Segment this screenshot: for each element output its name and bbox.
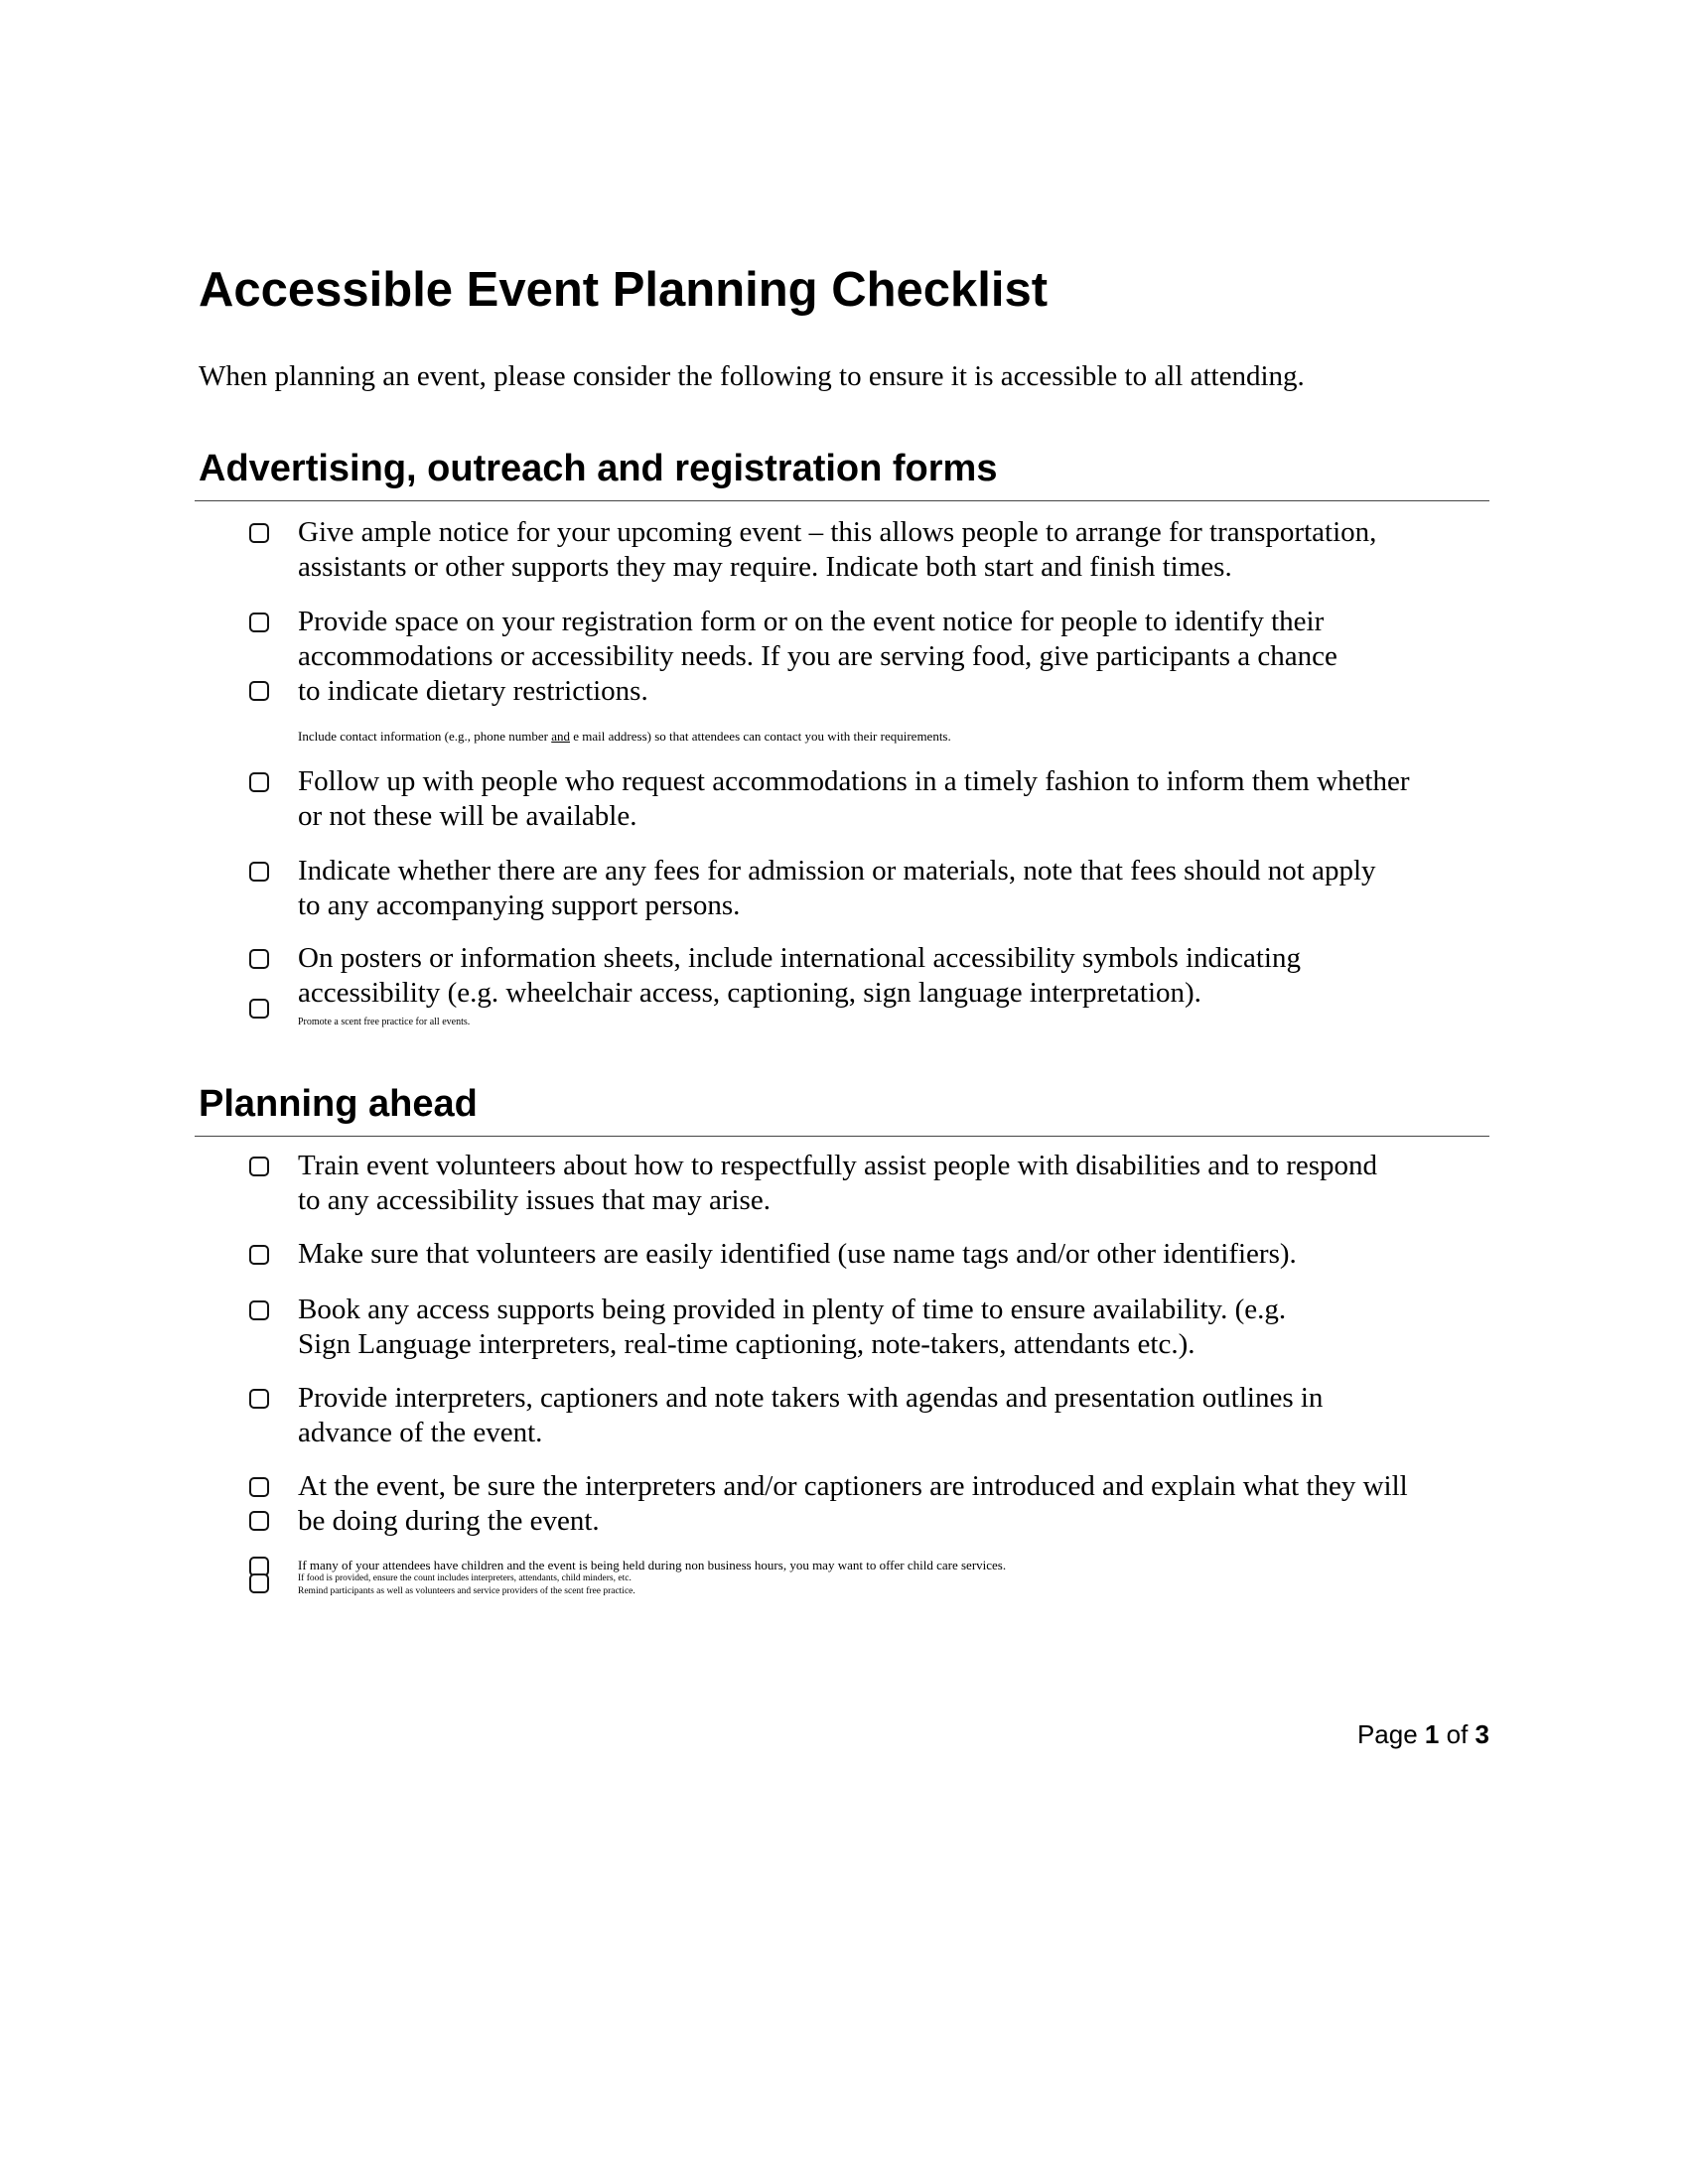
section-divider bbox=[195, 500, 1489, 501]
checkbox-food-count[interactable] bbox=[249, 1573, 269, 1593]
intro-text: When planning an event, please consider the following to ensure it is accessible to all attending. bbox=[199, 360, 1305, 392]
section-divider bbox=[195, 1136, 1489, 1137]
checkbox-train-volunteers[interactable] bbox=[249, 1157, 269, 1176]
checklist-item-accessibility-symbols: On posters or information sheets, include international accessibility symbols indicating accessibility (e.g. wheelchair access, captioning, sign language interpretation). bbox=[298, 942, 1301, 1009]
checklist-item-introduce-interpreters: At the event, be sure the interpreters and/or captioners are introduced and explain what they will be doing during the event. bbox=[298, 1470, 1408, 1537]
checklist-item-contact-info: Include contact information (e.g., phone number and e mail address) so that attendees can contact you with their requirements. bbox=[298, 729, 951, 744]
checklist-item-fees: Indicate whether there are any fees for admission or materials, note that fees should not apply to any accompanying support persons. bbox=[298, 855, 1376, 921]
checklist-item-notice: Give ample notice for your upcoming event – this allows people to arrange for transportation, assistants or other supports they may require. Indicate both start and finish times. bbox=[298, 516, 1377, 583]
checklist-item-food-count: If food is provided, ensure the count includes interpreters, attendants, child minders, etc. bbox=[298, 1573, 632, 1583]
checklist-item-registration-space: Provide space on your registration form or on the event notice for people to identify their accommodations or accessibility needs. If you are serving food, give participants a chance to indicate dietary restrictions. bbox=[298, 606, 1337, 707]
checkbox-notice[interactable] bbox=[249, 523, 269, 543]
checklist-item-follow-up: Follow up with people who request accommodations in a timely fashion to inform them whether or not these will be available. bbox=[298, 765, 1410, 832]
checklist-item-child-care: If many of your attendees have children and the event is being held during non business hours, you may want to offer child care services. bbox=[298, 1558, 1007, 1572]
checklist-item-book-supports: Book any access supports being provided in plenty of time to ensure availability. (e.g. Sign Language interpreters, real-time captioning, note-takers, attendants etc.). bbox=[298, 1294, 1287, 1360]
page-title: Accessible Event Planning Checklist bbox=[199, 263, 1049, 317]
checklist-item-scent-reminder: Remind participants as well as volunteers and service providers of the scent free practice. bbox=[298, 1586, 635, 1596]
checklist-item-provide-agendas: Provide interpreters, captioners and note takers with agendas and presentation outlines in advance of the event. bbox=[298, 1382, 1324, 1448]
checklist-item-train-volunteers: Train event volunteers about how to respectfully assist people with disabilities and to respond to any accessibility issues that may arise. bbox=[298, 1150, 1378, 1216]
checkbox-accessibility-symbols[interactable] bbox=[249, 949, 269, 969]
checkbox-fees[interactable] bbox=[249, 862, 269, 882]
checklist-item-scent-free: Promote a scent free practice for all events. bbox=[298, 1017, 471, 1027]
checkbox-scent-free[interactable] bbox=[249, 999, 269, 1019]
checkbox-provide-agendas[interactable] bbox=[249, 1389, 269, 1409]
checkbox-registration-space[interactable] bbox=[249, 613, 269, 632]
checkbox-introduce-interpreters[interactable] bbox=[249, 1477, 269, 1497]
section-heading-planning-ahead: Planning ahead bbox=[199, 1083, 478, 1125]
checkbox-book-supports[interactable] bbox=[249, 1300, 269, 1320]
checkbox-during-event[interactable] bbox=[249, 1511, 269, 1531]
section-heading-advertising: Advertising, outreach and registration forms bbox=[199, 448, 998, 489]
page-number: Page 1 of 3 bbox=[1356, 1719, 1489, 1749]
checkbox-dietary[interactable] bbox=[249, 681, 269, 701]
checkbox-identify-volunteers[interactable] bbox=[249, 1245, 269, 1265]
checkbox-follow-up[interactable] bbox=[249, 772, 269, 792]
checklist-item-identify-volunteers: Make sure that volunteers are easily identified (use name tags and/or other identifiers). bbox=[298, 1238, 1297, 1270]
